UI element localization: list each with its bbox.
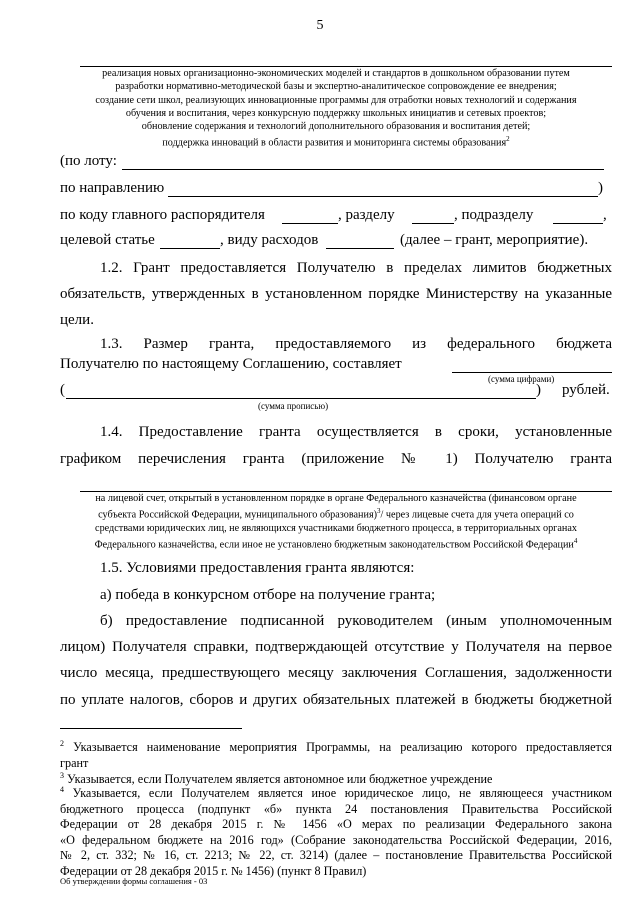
close-paren: )	[536, 382, 541, 398]
amount-digits-field[interactable]	[452, 372, 612, 373]
code-field[interactable]	[282, 223, 338, 224]
footnote-number: 2	[60, 739, 64, 748]
header-note-line: реализация новых организационно-экономических моделей и стандартов в дошкольном образовании путем	[102, 68, 570, 79]
amount-words-field[interactable]	[66, 398, 536, 399]
p15-b-line3: число месяца, предшествующего месяцу заключения Соглашения, задолженности	[60, 665, 612, 681]
mid-note-line: субъекта Российской Федерации, муниципального образования)$^3$/ через лицевые счета для учета операций со	[98, 507, 574, 521]
p13-line2: Получателю по настоящему Соглашению, составляет	[60, 356, 402, 372]
lot-field[interactable]	[122, 169, 604, 170]
subsection-label: , подразделу	[454, 207, 534, 223]
footnote-4-line: «О федеральном бюджете на 2016 год» (Собрание законодательства Российской Федерации, 2016,	[60, 832, 612, 847]
section-label: , разделу	[338, 207, 395, 223]
header-note-line: разработки нормативно-методической базы и экспертно-аналитическое сопровождение ее внедрения;	[115, 81, 557, 93]
footnote-number: 3	[60, 771, 64, 780]
target-label: целевой статье	[60, 232, 155, 248]
mid-note-line: средствами юридических лиц, не являющихся участниками бюджетного процесса, в территориальных органах	[95, 522, 577, 534]
caption-digits: (сумма цифрами)	[488, 374, 555, 384]
header-note-line: обновление содержания и технологий дополнительного образования и воспитания детей;	[141, 121, 531, 133]
caption-words: (сумма прописью)	[258, 401, 329, 411]
p13-line1: 1.3. Размер грантa, предоставляемого из федерального бюджета	[100, 336, 612, 352]
rubles-label: рублей.	[562, 382, 610, 398]
p15-b-line2: лицом) Получателя справки, подтверждающей отсутствие у Получателя на первое	[60, 639, 612, 655]
p12-line1: 1.2. Грант предоставляется Получателю в пределах лимитов бюджетных	[100, 260, 612, 276]
footnote-ref: 2	[506, 135, 510, 144]
lot-line	[60, 153, 117, 170]
footnote-4-line: бюджетного процесса (подпункт «б» пункта 24 постановления Правительства Российской	[60, 801, 612, 816]
p15-b-line4: по уплате налогов, сборов и других обязательных платежей в бюджеты бюджетной	[60, 692, 612, 708]
direction-label: по направлению	[60, 180, 165, 196]
header-note-line: обучения и воспитания, через конкурсную поддержку школьных инициатив и сетевых проектов;	[125, 107, 547, 119]
footnote-ref: 3	[377, 507, 381, 516]
p15-title: 1.5. Условиями предоставления гранта являются:	[100, 560, 415, 576]
direction-field[interactable]	[168, 196, 598, 197]
p14-line1: 1.4. Предоставление гранта осуществляется в сроки, установленные	[100, 424, 612, 440]
direction-close: )	[598, 180, 603, 196]
footnote-2-line2: грант	[60, 755, 89, 770]
p12-line2: обязательств, утвержденных в установленном порядке Министерству на указанные	[60, 286, 612, 302]
page-number: 5	[316, 18, 324, 33]
header-note-line: поддержка инноваций в области развития и мониторинга системы образования$^2$	[162, 135, 510, 149]
expense-label: , виду расходов	[220, 232, 319, 248]
footnote-rule	[60, 728, 242, 729]
p12-line3: цели.	[60, 312, 94, 328]
mid-note	[60, 492, 612, 552]
open-paren: (	[60, 382, 65, 398]
footnote-4: $^4$ Указывается, если Получателем является иное юридическое лицо, не являющееся участником бюджетного процесса (подпункт «б» пункта 24 постановления Правительства Российской Федерации от 28 декабря 2015 г. № 1456 «О мерах по реализации Федерального закона «О федеральном бюджете на 2016 год» (Собрание законодательства Российской Федерации, 2016, № 2, ст. 332; № 16, ст. 2213; № 22, ст. 3214) (далее – постановление Правительства Российской Федерации от 28 декабря 2015 г. № 1456) (пункт 8 Правил)	[60, 785, 612, 878]
footnote-number: 4	[60, 785, 64, 794]
mid-note-line: на лицевой счет, открытый в установленном порядке в органе Федерального казначейства (финансовом органе	[95, 493, 577, 504]
hereinafter-text: (далее – грант, мероприятие).	[400, 232, 589, 248]
file-note: Об утверждении формы соглашения - 03	[60, 876, 208, 886]
footnote-4-line: № 2, ст. 332; № 16, ст. 2213; № 22, ст. 3214) (далее – постановление Правительства Российской	[60, 848, 612, 863]
header-note	[60, 67, 612, 150]
footnote-4-line: Федерации от 28 декабря 2015 г. № 1456 «О мерах по реализации Федерального закона	[60, 817, 612, 832]
p14-line2: графиком перечисления гранта (приложение № 1) Получателю гранта	[60, 451, 612, 467]
target-field[interactable]	[160, 248, 220, 249]
footnote-3: $^3$ Указывается, если Получателем является автономное или бюджетное учреждение	[60, 771, 493, 787]
p15-b-line1: б) предоставление подписанной руководителем (иным уполномоченным	[100, 613, 612, 629]
lot-label: (по лоту:	[60, 153, 117, 169]
mid-note-line: Федерального казначейства, если иное не установлено бюджетным законодательством Российской Федерации$^4$	[94, 537, 578, 551]
subsection-field[interactable]	[553, 223, 603, 224]
footnote-ref: 4	[573, 537, 578, 546]
code-label: по коду главного распорядителя	[60, 207, 265, 223]
footnote-2: $^2$ Указывается наименование мероприятия Программы, на реализацию которого предоставляется грант	[60, 739, 612, 770]
code-comma: ,	[603, 207, 607, 223]
header-note-line: создание сети школ, реализующих инновационные программы для отработки новых технологий и содержания	[95, 94, 577, 106]
footnote-4-line: Федерации от 28 декабря 2015 г. № 1456) (пункт 8 Правил)	[60, 863, 367, 878]
p15-a: а) победа в конкурсном отборе на получение гранта;	[100, 587, 436, 603]
expense-field[interactable]	[326, 248, 394, 249]
section-field[interactable]	[412, 223, 454, 224]
